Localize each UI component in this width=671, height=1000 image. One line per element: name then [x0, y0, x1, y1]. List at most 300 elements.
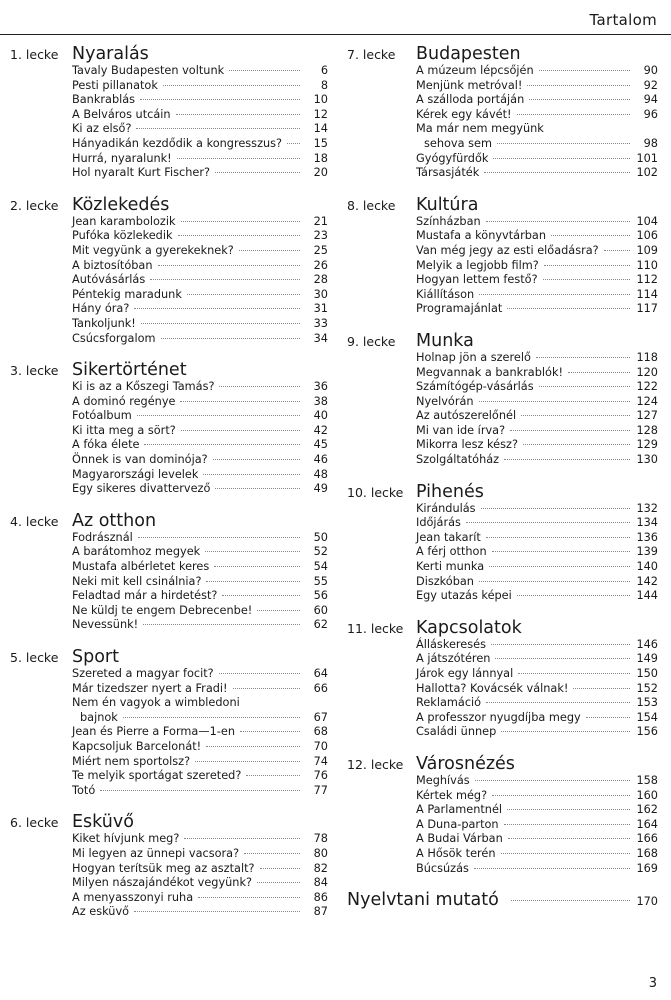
toc-entry[interactable] — [72, 229, 328, 244]
entry-page-number: 55 — [313, 574, 328, 588]
leader-dots — [246, 775, 300, 776]
toc-entry[interactable] — [72, 769, 328, 784]
entry-page-number: 86 — [313, 890, 328, 904]
leader-dots — [213, 459, 300, 460]
entry-page-number: 45 — [313, 438, 328, 452]
toc-entry[interactable] — [416, 244, 658, 259]
toc-entry[interactable] — [72, 302, 328, 317]
leader-dots — [176, 114, 300, 115]
leader-dots — [137, 415, 300, 416]
leader-dots — [493, 158, 630, 159]
entry-title: A múzeum lépcsőjén — [416, 64, 534, 77]
leader-dots — [475, 780, 630, 781]
entry-page-number: 102 — [636, 166, 658, 180]
entry-page-number: 50 — [313, 530, 328, 544]
entry-page-number: 106 — [636, 229, 658, 243]
leader-dots — [287, 143, 300, 144]
leader-dots — [215, 172, 300, 173]
entry-page-number: 49 — [313, 482, 328, 496]
entry-page-number: 64 — [313, 667, 328, 680]
toc-entry[interactable] — [72, 696, 328, 711]
toc-entry[interactable] — [416, 652, 658, 667]
leader-dots — [479, 401, 630, 402]
toc-entry[interactable] — [416, 516, 658, 531]
entry-title: Miért nem sportolsz? — [72, 754, 191, 768]
entry-page-number: 142 — [636, 574, 658, 588]
entry-title: Családi ünnep — [416, 725, 497, 739]
entry-page-number: 114 — [636, 287, 658, 301]
leader-dots — [508, 838, 630, 839]
entry-title: A Budai Várban — [416, 832, 503, 846]
entry-page-number: 23 — [313, 229, 328, 243]
entry-page-number: 26 — [313, 258, 328, 272]
leader-dots — [260, 868, 300, 869]
entry-page-number: 21 — [313, 214, 328, 228]
toc-entry[interactable] — [72, 468, 328, 483]
entry-title: Pesti pillanatok — [72, 78, 158, 92]
toc-entry[interactable] — [72, 108, 328, 123]
leader-dots — [181, 430, 300, 431]
entry-title: Egy utazás képei — [416, 589, 512, 603]
toc-entry[interactable] — [416, 259, 658, 274]
leader-dots — [543, 279, 630, 280]
toc-entry[interactable] — [72, 166, 328, 181]
leader-dots — [134, 911, 300, 912]
entry-page-number: 158 — [636, 773, 658, 787]
lesson-heading[interactable] — [10, 511, 328, 531]
lesson-heading[interactable] — [10, 647, 328, 667]
entry-title: Ma már nem megyünk — [416, 122, 544, 136]
leader-dots — [507, 308, 630, 309]
toc-entry[interactable] — [416, 589, 658, 604]
toc-entry[interactable] — [416, 638, 658, 653]
entry-page-number: 129 — [636, 438, 658, 452]
entry-title: Szolgáltatóház — [416, 453, 500, 467]
toc-entry[interactable] — [72, 380, 328, 395]
entry-title: Kapcsoljuk Barcelonát! — [72, 739, 202, 753]
toc-entry[interactable] — [416, 789, 658, 804]
entry-page-number: 76 — [313, 769, 328, 783]
leader-dots — [206, 581, 300, 582]
toc-entry[interactable] — [416, 137, 658, 152]
lesson-heading[interactable] — [10, 360, 328, 380]
lesson-heading[interactable] — [10, 195, 328, 215]
lesson-entries — [416, 215, 658, 317]
toc-entry[interactable] — [72, 862, 328, 877]
entry-page-number: 120 — [636, 365, 658, 379]
entry-title: Az autószerelőnél — [416, 409, 517, 423]
toc-entry[interactable] — [72, 288, 328, 303]
entry-title: Totó — [72, 783, 96, 797]
entry-page-number: 127 — [636, 409, 658, 423]
toc-entry[interactable] — [72, 122, 328, 137]
toc-entry[interactable] — [416, 832, 658, 847]
entry-page-number: 150 — [636, 667, 658, 680]
lesson-number: 1. lecke — [10, 47, 59, 62]
toc-entry[interactable] — [72, 604, 328, 619]
toc-entry[interactable] — [72, 876, 328, 891]
toc-entry[interactable] — [416, 438, 658, 453]
toc-entry[interactable] — [416, 682, 658, 697]
toc-entry[interactable] — [416, 108, 658, 123]
page-title: Tartalom — [589, 11, 657, 29]
entry-title: Pufóka közlekedik — [72, 229, 173, 243]
lesson-heading[interactable] — [347, 195, 658, 215]
toc-entry[interactable] — [416, 545, 658, 560]
toc-entry[interactable] — [72, 317, 328, 332]
lesson-section — [347, 618, 658, 740]
entry-title: A barátomhoz megyek — [72, 545, 201, 559]
toc-entry[interactable] — [72, 453, 328, 468]
toc-entry[interactable] — [416, 862, 658, 877]
entry-title: Hurrá, nyaralunk! — [72, 151, 172, 165]
leader-dots — [507, 809, 630, 810]
entry-page-number: 101 — [636, 151, 658, 165]
entry-title: Gyógyfürdők — [416, 151, 489, 165]
lesson-title: Kultúra — [416, 194, 479, 215]
lesson-section — [347, 754, 658, 876]
lesson-heading[interactable] — [347, 482, 658, 502]
lesson-heading[interactable] — [347, 44, 658, 64]
leader-dots — [568, 372, 630, 373]
leader-dots — [486, 221, 630, 222]
entry-title: A játszótéren — [416, 652, 491, 666]
entry-title: Kiket hívjunk meg? — [72, 832, 180, 846]
entry-title: Egy sikeres divattervező — [72, 482, 211, 496]
lesson-entries — [72, 832, 328, 920]
toc-entry[interactable] — [72, 531, 328, 546]
lesson-number: 7. lecke — [347, 47, 396, 62]
entry-title: Kérek egy kávét! — [416, 107, 512, 121]
entry-page-number: 20 — [313, 166, 328, 180]
leader-dots — [203, 474, 300, 475]
toc-entry[interactable] — [72, 244, 328, 259]
toc-entry[interactable] — [72, 575, 328, 590]
leader-dots — [539, 70, 630, 71]
lesson-title: Pihenés — [416, 481, 484, 502]
lesson-section — [10, 195, 328, 346]
entry-page-number: 28 — [313, 273, 328, 287]
lesson-heading[interactable] — [347, 754, 658, 774]
entry-title: A fóka élete — [72, 438, 140, 452]
toc-entry[interactable] — [72, 740, 328, 755]
toc-entry[interactable] — [416, 774, 658, 789]
lesson-title: Közlekedés — [72, 194, 170, 215]
toc-entry[interactable] — [72, 618, 328, 633]
leader-dots — [544, 265, 630, 266]
lesson-title: Esküvő — [72, 812, 134, 833]
toc-entry[interactable] — [416, 847, 658, 862]
toc-entry[interactable] — [72, 93, 328, 108]
entry-page-number: 6 — [320, 64, 328, 77]
entry-title: Mustafa a könyvtárban — [416, 229, 546, 243]
entry-page-number: 164 — [636, 817, 658, 831]
leader-dots — [466, 522, 630, 523]
entry-page-number: 12 — [313, 107, 328, 121]
entry-page-number: 30 — [313, 287, 328, 301]
toc-entry[interactable] — [416, 366, 658, 381]
lesson-number: 2. lecke — [10, 197, 59, 213]
leader-dots — [140, 99, 300, 100]
leader-dots — [187, 294, 300, 295]
entry-title: Megvannak a bankrablók! — [416, 365, 564, 379]
leader-dots — [239, 250, 300, 251]
toc-entry[interactable] — [416, 273, 658, 288]
lesson-section — [10, 511, 328, 633]
toc-entry[interactable] — [72, 137, 328, 152]
entry-page-number: 82 — [313, 861, 328, 875]
entry-title: Melyik a legjobb film? — [416, 258, 539, 272]
toc-entry[interactable] — [416, 667, 658, 682]
entry-page-number: 56 — [313, 589, 328, 603]
toc-entry[interactable] — [416, 409, 658, 424]
toc-entry[interactable] — [416, 229, 658, 244]
entry-title: Mustafa albérletet keres — [72, 560, 210, 574]
toc-entry[interactable] — [416, 380, 658, 395]
leader-dots — [233, 688, 300, 689]
entry-title: A férj otthon — [416, 545, 487, 559]
toc-entry[interactable] — [72, 847, 328, 862]
toc-entry[interactable] — [72, 832, 328, 847]
entry-page-number: 124 — [636, 394, 658, 408]
entry-title: Csúcsforgalom — [72, 331, 156, 345]
toc-entry[interactable] — [72, 560, 328, 575]
toc-entry[interactable] — [72, 589, 328, 604]
lesson-section — [347, 44, 658, 181]
toc-entry[interactable] — [72, 332, 328, 347]
leader-dots — [257, 882, 300, 883]
toc-entry[interactable] — [416, 531, 658, 546]
lesson-entries — [72, 667, 328, 798]
leader-dots — [161, 338, 300, 339]
toc-entry[interactable] — [72, 438, 328, 453]
entry-page-number: 128 — [636, 423, 658, 437]
leader-dots — [205, 551, 300, 552]
toc-entry[interactable] — [72, 273, 328, 288]
leader-dots — [244, 853, 300, 854]
leader-dots — [551, 235, 630, 236]
toc-entry[interactable] — [416, 818, 658, 833]
lesson-heading[interactable] — [10, 44, 328, 64]
lesson-heading[interactable] — [347, 618, 658, 638]
entry-title: A dominó regénye — [72, 394, 176, 408]
lesson-entries — [416, 774, 658, 876]
toc-entry[interactable] — [416, 696, 658, 711]
lesson-entries — [72, 531, 328, 633]
leader-dots — [198, 897, 300, 898]
entry-title: Időjárás — [416, 516, 461, 530]
toc-entry[interactable] — [416, 560, 658, 575]
toc-entry[interactable] — [72, 64, 328, 79]
lesson-entries — [72, 215, 328, 346]
toc-entry[interactable] — [72, 755, 328, 770]
lesson-number: 12. lecke — [347, 756, 404, 772]
entry-title: Tavaly Budapesten voltunk — [72, 64, 225, 77]
leader-dots — [504, 459, 630, 460]
leader-dots — [206, 746, 300, 747]
toc-entry[interactable] — [416, 64, 658, 79]
toc-entry[interactable] — [72, 682, 328, 697]
entry-page-number: 132 — [636, 501, 658, 515]
lesson-heading[interactable] — [10, 812, 328, 832]
lesson-entries — [416, 638, 658, 740]
entry-title: A Hősök terén — [416, 846, 496, 860]
toc-entry[interactable] — [72, 395, 328, 410]
toc-entry[interactable] — [72, 79, 328, 94]
leader-dots — [180, 401, 300, 402]
entry-title: Fotóalbum — [72, 409, 132, 423]
toc-entry[interactable] — [72, 482, 328, 497]
entry-title: Bankrablás — [72, 93, 136, 107]
entry-page-number: 36 — [313, 380, 328, 394]
leader-dots — [229, 70, 300, 71]
entry-page-number: 90 — [643, 64, 658, 77]
toc-entry[interactable] — [72, 667, 328, 682]
entry-title: Kirándulás — [416, 501, 476, 515]
toc-entry[interactable] — [416, 152, 658, 167]
entry-title: A professzor nyugdíjba megy — [416, 710, 581, 724]
leader-dots — [504, 824, 630, 825]
toc-index-entry[interactable] — [347, 890, 658, 910]
lesson-number: 11. lecke — [347, 620, 404, 636]
toc-entry[interactable] — [72, 409, 328, 424]
leader-dots — [219, 673, 300, 674]
leader-dots — [138, 537, 300, 538]
lesson-heading[interactable] — [347, 331, 658, 351]
entry-title: Mikorra lesz kész? — [416, 438, 518, 452]
leader-dots — [123, 717, 300, 718]
toc-entry[interactable] — [72, 711, 328, 726]
entry-page-number: 168 — [636, 846, 658, 860]
lesson-title: Városnézés — [416, 753, 515, 774]
entry-title: Jean takarít — [416, 530, 481, 544]
lesson-title: Sport — [72, 647, 119, 667]
toc-entry[interactable] — [416, 395, 658, 410]
toc-entry[interactable] — [72, 215, 328, 230]
entry-title: A biztosítóban — [72, 258, 153, 272]
leader-dots — [181, 221, 300, 222]
lesson-entries — [416, 351, 658, 468]
entry-page-number: 156 — [636, 725, 658, 739]
toc-entry[interactable] — [72, 545, 328, 560]
toc-entry[interactable] — [416, 79, 658, 94]
entry-title: Reklamáció — [416, 696, 482, 710]
toc-entry[interactable] — [416, 711, 658, 726]
lesson-number: 8. lecke — [347, 197, 396, 213]
lesson-number: 3. lecke — [10, 363, 59, 379]
leader-dots — [163, 85, 300, 86]
entry-page-number: 169 — [636, 861, 658, 875]
lesson-number: 9. lecke — [347, 333, 396, 349]
toc-entry[interactable] — [416, 803, 658, 818]
entry-page-number: 74 — [313, 754, 328, 768]
lesson-title: Nyaralás — [72, 44, 149, 64]
toc-entry[interactable] — [416, 122, 658, 137]
entry-page-number: 140 — [636, 560, 658, 574]
leader-dots — [492, 795, 630, 796]
entry-page-number: 80 — [313, 846, 328, 860]
entry-title: Magyarországi levelek — [72, 467, 199, 481]
lesson-entries — [72, 64, 328, 181]
toc-entry[interactable] — [72, 725, 328, 740]
leader-dots — [486, 702, 630, 703]
toc-entry[interactable] — [416, 215, 658, 230]
toc-entry[interactable] — [416, 288, 658, 303]
leader-dots — [527, 85, 630, 86]
entry-title: A menyasszonyi ruha — [72, 890, 194, 904]
entry-page-number: 46 — [313, 453, 328, 467]
entry-page-number: 54 — [313, 560, 328, 574]
entry-title: Kértek még? — [416, 788, 488, 802]
entry-page-number: 153 — [636, 696, 658, 710]
entry-page-number: 38 — [313, 394, 328, 408]
toc-entry[interactable] — [72, 424, 328, 439]
leader-dots — [511, 900, 630, 901]
entry-title: Nem én vagyok a wimbledoni — [72, 696, 240, 710]
entry-title: A szálloda portáján — [416, 93, 525, 107]
entry-title: Hányadikán kezdődik a kongresszus? — [72, 136, 283, 150]
toc-entry[interactable] — [416, 351, 658, 366]
toc-entry[interactable] — [416, 502, 658, 517]
toc-entry[interactable] — [72, 152, 328, 167]
leader-dots — [134, 308, 300, 309]
lesson-section — [10, 360, 328, 497]
leader-dots — [492, 551, 630, 552]
toc-entry[interactable] — [416, 424, 658, 439]
entry-title: Ki az első? — [72, 122, 132, 136]
entry-title: Hogyan terítsük meg az asztalt? — [72, 861, 255, 875]
leader-dots — [100, 790, 300, 791]
leader-dots — [177, 158, 300, 159]
toc-entry[interactable] — [416, 93, 658, 108]
toc-entry[interactable] — [416, 302, 658, 317]
entry-page-number: 14 — [313, 122, 328, 136]
toc-entry[interactable] — [416, 453, 658, 468]
lesson-title: Az otthon — [72, 510, 157, 531]
toc-entry[interactable] — [416, 575, 658, 590]
leader-dots — [497, 143, 630, 144]
toc-entry[interactable] — [72, 784, 328, 799]
leader-dots — [518, 673, 630, 674]
leader-dots — [184, 838, 300, 839]
entry-title: Programajánlat — [416, 302, 503, 316]
entry-page-number: 62 — [313, 618, 328, 632]
entry-title: Búcsúzás — [416, 861, 469, 875]
entry-page-number: 77 — [313, 783, 328, 797]
leader-dots — [222, 595, 300, 596]
entry-title: Nevessünk! — [72, 618, 139, 632]
entry-page-number: 96 — [643, 107, 658, 121]
toc-entry[interactable] — [72, 905, 328, 920]
entry-title: Autóvásárlás — [72, 273, 146, 287]
entry-page-number: 146 — [636, 637, 658, 651]
toc-entry[interactable] — [72, 259, 328, 274]
toc-right-column — [347, 44, 658, 910]
entry-title: sehova sem — [424, 136, 492, 150]
entry-title: Neki mit kell csinálnia? — [72, 574, 202, 588]
leader-dots — [539, 386, 630, 387]
entry-page-number: 48 — [313, 467, 328, 481]
entry-title: Ki is az a Kőszegi Tamás? — [72, 380, 215, 394]
toc-entry[interactable] — [72, 891, 328, 906]
entry-page-number: 33 — [313, 316, 328, 330]
entry-page-number: 110 — [636, 258, 658, 272]
lesson-number: 4. lecke — [10, 513, 59, 529]
toc-entry[interactable] — [416, 166, 658, 181]
lesson-number: 6. lecke — [10, 815, 59, 831]
toc-entry[interactable] — [416, 725, 658, 740]
entry-title: Szereted a magyar focit? — [72, 667, 214, 680]
